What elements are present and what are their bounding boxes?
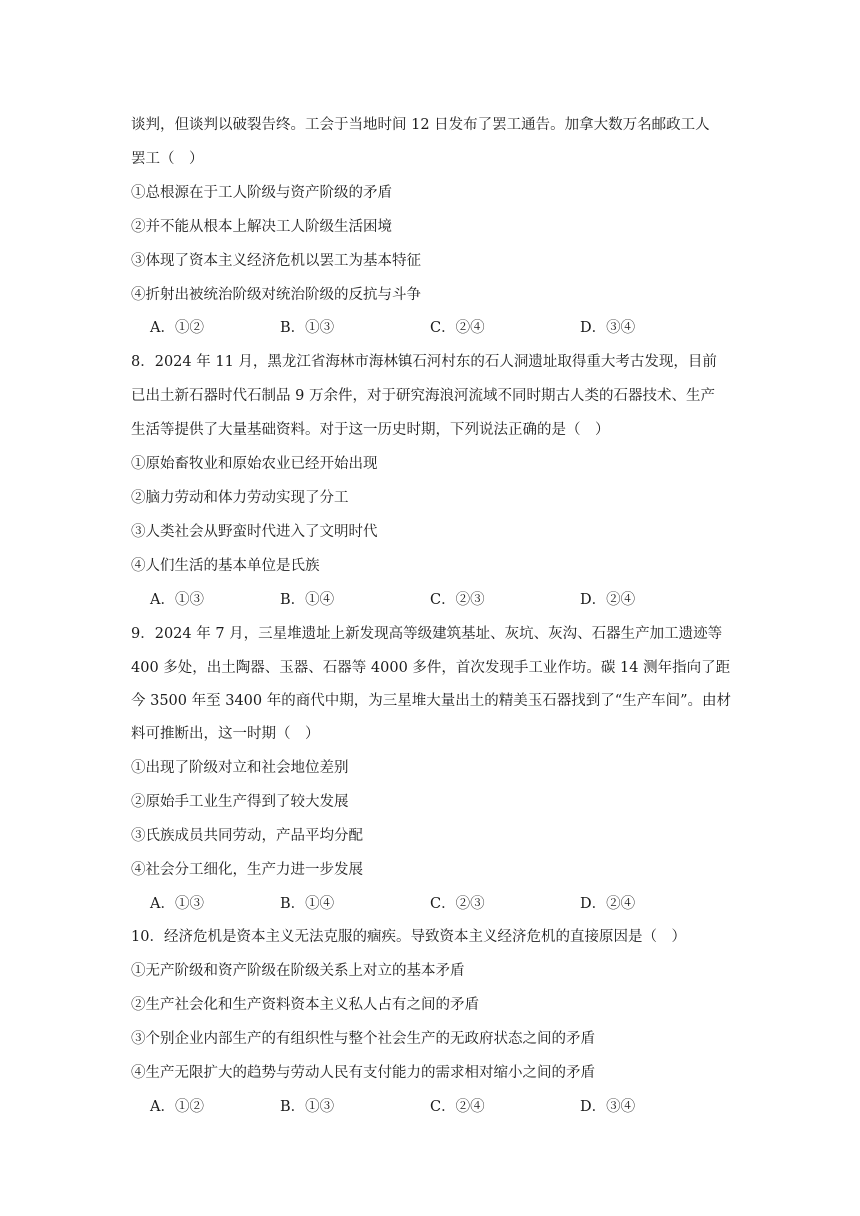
q8-statement: ③人类社会从野蛮时代进入了文明时代 (131, 524, 378, 540)
q10-option-c[interactable]: C．②④ (430, 1099, 485, 1115)
q10-option-b[interactable]: B．①③ (280, 1099, 335, 1115)
q9-text-line: 400 多处，出土陶器、玉器、石器等 4000 多件，首次发现手工业作坊。碳 14 测年指向了距 (131, 660, 731, 676)
q7-option-a[interactable]: A．①② (150, 320, 204, 336)
q9-text-line: 9．2024 年 7 月，三星堆遗址上新发现高等级建筑基址、灰坑、灰沟、石器生产加工遗迹等 (131, 626, 723, 642)
q8-text-line: 生活等提供了大量基础资料。对于这一历史时期，下列说法正确的是（ ） (131, 422, 610, 438)
q8-statement: ④人们生活的基本单位是氏族 (131, 558, 320, 574)
q9-text-line: 料可推断出，这一时期（ ） (131, 726, 320, 742)
q10-statement: ①无产阶级和资产阶级在阶级关系上对立的基本矛盾 (131, 963, 465, 979)
q8-option-b[interactable]: B．①④ (280, 592, 335, 608)
q10-statement: ③个别企业内部生产的有组织性与整个社会生产的无政府状态之间的矛盾 (131, 1031, 595, 1047)
q9-text-line: 今 3500 年至 3400 年的商代中期，为三星堆大量出土的精美玉石器找到了“生产车间”。由材 (131, 693, 732, 709)
q7-statement: ②并不能从根本上解决工人阶级生活困境 (131, 219, 392, 235)
q7-option-b[interactable]: B．①③ (280, 320, 335, 336)
q7-option-c[interactable]: C．②④ (430, 320, 485, 336)
q10-options (150, 1095, 710, 1117)
q8-option-c[interactable]: C．②③ (430, 592, 485, 608)
q8-option-d[interactable]: D．②④ (580, 592, 636, 608)
q8-statement: ①原始畜牧业和原始农业已经开始出现 (131, 456, 378, 472)
q9-option-b[interactable]: B．①④ (280, 896, 335, 912)
q8-text-line: 8．2024 年 11 月，黑龙江省海林市海林镇石河村东的石人洞遗址取得重大考古发现，目前 (131, 354, 717, 370)
q10-option-d[interactable]: D．③④ (580, 1099, 636, 1115)
q7-statement: ③体现了资本主义经济危机以罢工为基本特征 (131, 253, 421, 269)
q7-statement: ④折射出被统治阶级对统治阶级的反抗与斗争 (131, 287, 421, 303)
q10-option-a[interactable]: A．①② (150, 1099, 204, 1115)
q9-statement: ②原始手工业生产得到了较大发展 (131, 794, 349, 810)
q8-statement: ②脑力劳动和体力劳动实现了分工 (131, 490, 349, 506)
q8-option-a[interactable]: A．①③ (150, 592, 204, 608)
q9-option-d[interactable]: D．②④ (580, 896, 636, 912)
q7-text-line: 罢工（ ） (131, 151, 204, 167)
q8-options (150, 588, 710, 610)
q10-statement: ④生产无限扩大的趋势与劳动人民有支付能力的需求相对缩小之间的矛盾 (131, 1065, 595, 1081)
q9-option-a[interactable]: A．①③ (150, 896, 204, 912)
q9-option-c[interactable]: C．②③ (430, 896, 485, 912)
q7-option-d[interactable]: D．③④ (580, 320, 636, 336)
q9-statement: ①出现了阶级对立和社会地位差别 (131, 760, 349, 776)
q9-statement: ③氏族成员共同劳动，产品平均分配 (131, 828, 363, 844)
q8-text-line: 已出土新石器时代石制品 9 万余件，对于研究海浪河流域不同时期古人类的石器技术、生产 (131, 388, 715, 404)
q7-options (150, 316, 710, 338)
q10-text-line: 10．经济危机是资本主义无法克服的痼疾。导致资本主义经济危机的直接原因是（ ） (131, 929, 686, 945)
q9-options (150, 892, 710, 914)
q7-text-line: 谈判，但谈判以破裂告终。工会于当地时间 12 日发布了罢工通告。加拿大数万名邮政工人 (131, 117, 710, 133)
q10-statement: ②生产社会化和生产资料资本主义私人占有之间的矛盾 (131, 997, 479, 1013)
q9-statement: ④社会分工细化，生产力进一步发展 (131, 862, 363, 878)
q7-statement: ①总根源在于工人阶级与资产阶级的矛盾 (131, 185, 392, 201)
